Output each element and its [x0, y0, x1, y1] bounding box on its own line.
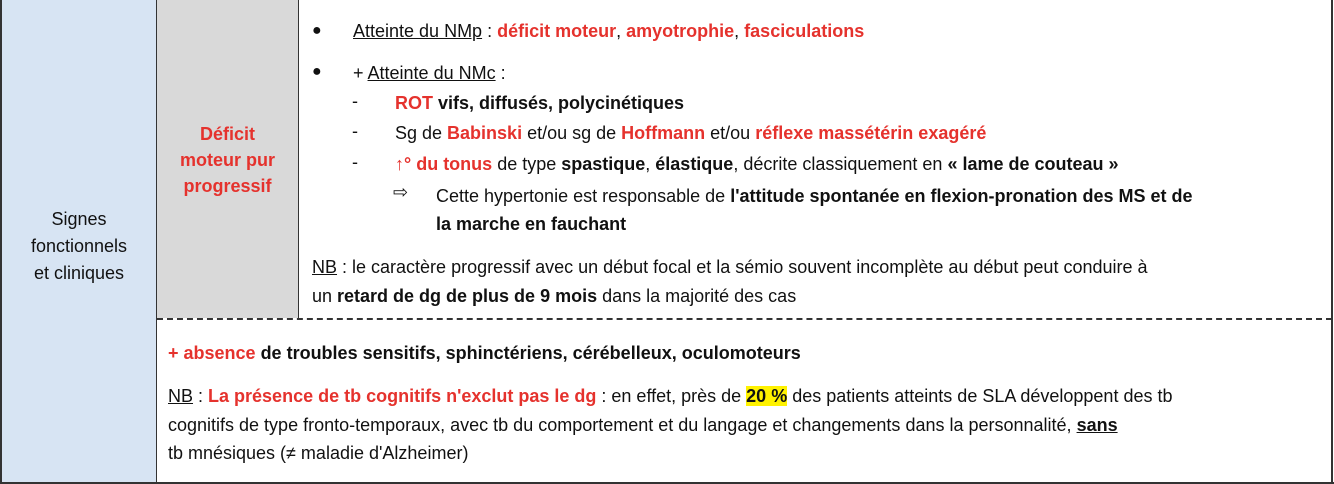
bullet-icon: ●	[312, 22, 322, 39]
nb2-line1: NB : La présence de tb cognitifs n'exclut pas le dg : en effet, près de 20 % des patients atteints de SLA développent des tb	[168, 386, 1173, 406]
border-right	[1331, 0, 1333, 484]
nb2-line2: cognitifs de type fronto-temporaux, avec tb du comportement et du langage et changements dans la personnalité, sans	[168, 415, 1118, 435]
border-col2	[298, 0, 299, 318]
absence-line: + absence de troubles sensitifs, sphinctériens, cérébelleux, oculomoteurs	[168, 343, 801, 363]
dashed-separator	[157, 318, 1332, 320]
nb2-line3: tb mnésiques (≠ maladie d'Alzheimer)	[168, 443, 469, 463]
nmc-line: + Atteinte du NMc :	[353, 63, 506, 83]
border-col1	[156, 0, 157, 484]
dash-marker: -	[352, 91, 358, 111]
tonus-line: ↑° du tonus de type spastique, élastique, décrite classiquement en « lame de couteau »	[395, 154, 1119, 174]
row-label-signes: Signes fonctionnels et cliniques	[30, 209, 128, 283]
nmp-line: Atteinte du NMp : déficit moteur, amyotrophie, fasciculations	[353, 21, 865, 41]
nb1-line2: un retard de dg de plus de 9 mois dans la majorité des cas	[312, 286, 797, 306]
bullet-icon: ●	[312, 63, 322, 80]
arrow-right-icon: ⇨	[393, 182, 409, 202]
dash-marker: -	[352, 152, 358, 172]
babinski-line: Sg de Babinski et/ou sg de Hoffmann et/ou réflexe massétérin exagéré	[395, 123, 987, 143]
nb1-line1: NB : le caractère progressif avec un début focal et la sémio souvent incomplète au début peut conduire à	[312, 257, 1148, 277]
dash-marker: -	[352, 121, 358, 141]
deficit-label: Déficit moteur pur progressif	[179, 124, 275, 196]
hypertonie-line2: la marche en fauchant	[436, 214, 627, 234]
hypertonie-line1: Cette hypertonie est responsable de l'attitude spontanée en flexion-pronation des MS et de	[436, 186, 1193, 206]
rot-line: ROT vifs, diffusés, polycinétiques	[395, 93, 685, 113]
